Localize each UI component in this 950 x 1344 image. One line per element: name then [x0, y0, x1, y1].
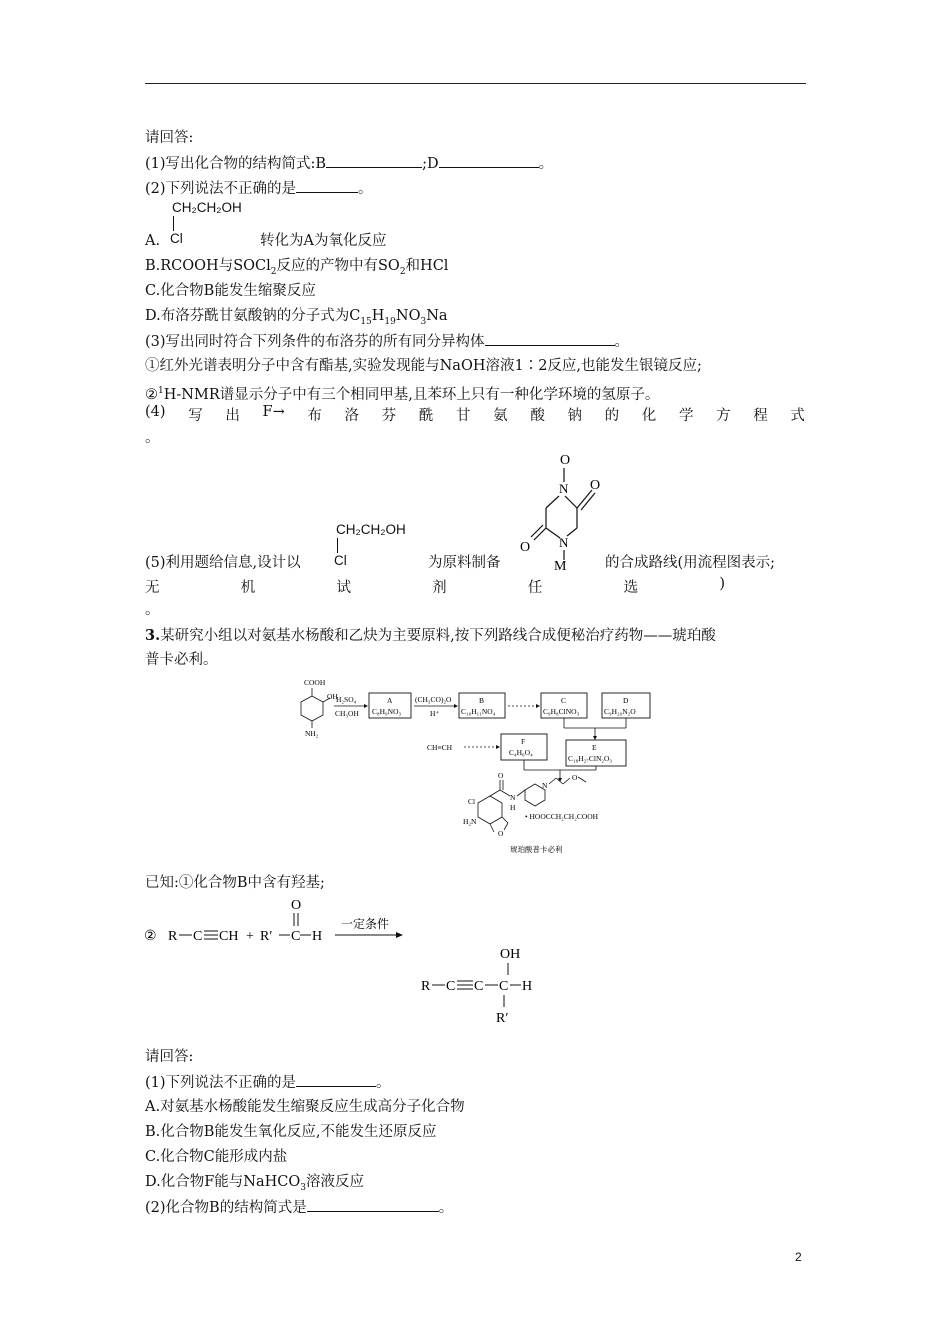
- box-c-label: C: [561, 696, 567, 705]
- start-oh: OH: [327, 692, 338, 701]
- box-d-formula: C₉H₂₀N₂O: [604, 707, 636, 716]
- option-d: D.布洛芬酰甘氨酸钠的分子式为$C_{15}H_{19}NO_3Na$: [145, 308, 448, 327]
- rxn-c1: C: [193, 929, 203, 944]
- box-e-formula: C₁₈H₂₇ClN₂O₃: [568, 754, 613, 763]
- product-name: 琥珀酸普卡必利: [510, 845, 563, 854]
- condition-1: ①红外光谱表明分子中含有酯基,实验发现能与NaOH溶液1∶2反应,也能发生银镜反应;: [145, 358, 702, 374]
- q3-line: (3)写出同时符合下列条件的布洛芬的所有同分异构体 。: [145, 331, 629, 352]
- q5-formula-cl: Cl: [334, 553, 347, 568]
- reagent-h2so4: H₂SO₄: [336, 695, 357, 704]
- s3-q2-line: (2)化合物B的结构简式是 。: [145, 1197, 453, 1218]
- ring-bottom-m: M: [554, 559, 567, 573]
- box-b-label: B: [479, 696, 485, 705]
- rxn-plus: +: [246, 929, 254, 944]
- product-ring-o: O: [498, 829, 504, 838]
- product-cl: Cl: [468, 797, 476, 806]
- rxn-ch: CH: [219, 929, 239, 944]
- piperidine-n: N: [542, 781, 548, 790]
- benzene-ring: [301, 696, 323, 721]
- answer-blank-s3q1[interactable]: [296, 1072, 376, 1087]
- q1-line: (1)写出化合物的结构简式:B ;D 。: [145, 153, 553, 174]
- s3-option-b: B.化合物B能发生氧化反应,不能发生还原反应: [145, 1124, 437, 1140]
- q5-formula-top: CH₂CH₂OH: [336, 522, 406, 537]
- ring-carbonyl-o2: O: [520, 540, 531, 555]
- product-carbonyl-o: O: [498, 771, 504, 780]
- top-rule: [145, 83, 806, 84]
- please-answer-2: 请回答:: [145, 1049, 194, 1065]
- answer-blank-b[interactable]: [326, 153, 422, 168]
- answer-blank-d[interactable]: [439, 153, 539, 168]
- known-reaction: [140, 893, 560, 1028]
- answer-blank-q3[interactable]: [485, 331, 615, 346]
- chain-o: O: [572, 773, 578, 782]
- box-c-formula: C₉H₈ClNO₃: [543, 707, 580, 716]
- box-b-formula: C₁₀H₁₁NO₄: [461, 707, 496, 716]
- s3-option-c: C.化合物C能形成内盐: [145, 1149, 288, 1165]
- s3-option-d: D.化合物F能与NaHCO$_3$溶液反应: [145, 1174, 364, 1193]
- q5-text-3: 的合成路线(用流程图表示;: [605, 555, 776, 571]
- page-number: 2: [795, 1250, 802, 1264]
- box-a-label: A: [387, 696, 393, 705]
- product-r: R: [421, 979, 431, 994]
- rxn-circle-2: ②: [144, 929, 157, 944]
- ring-n2: N: [559, 535, 569, 550]
- rxn-r: R: [168, 929, 178, 944]
- start-nh2: NH₂: [305, 729, 319, 738]
- synthesis-scheme: [290, 672, 670, 858]
- reagent-h-plus: H⁺: [430, 709, 440, 718]
- answer-blank-s3q2[interactable]: [307, 1197, 439, 1212]
- product-oh: OH: [500, 947, 521, 962]
- condition-2: ②$^1$H-NMR谱显示分子中有三个相同甲基,且苯环上只有一种化学环境的氢原子。: [145, 386, 660, 403]
- please-answer: 请回答:: [145, 130, 194, 146]
- product-amide-h: H: [510, 803, 516, 812]
- q4-line: (4) 写 出 F→ 布 洛 芬 酰 甘 氨 酸 钠 的 化 学 方 程 式: [145, 404, 805, 424]
- answer-blank-q2[interactable]: [296, 178, 358, 193]
- q5-bond-line: [337, 538, 338, 553]
- reagent-ch3oh: CH₃OH: [335, 709, 359, 718]
- box-f-formula: C₄H₆O₄: [509, 748, 533, 757]
- bond-line: [173, 216, 174, 231]
- q5-text-2: 为原料制备: [428, 555, 501, 571]
- q4-end: 。: [145, 430, 160, 446]
- chloroethanol-top: CH₂CH₂OH: [172, 200, 242, 215]
- product-r-prime: R′: [496, 1011, 509, 1026]
- known-1: 已知:①化合物B中含有羟基;: [145, 875, 325, 891]
- problem-3-intro-2: 普卡必利。: [145, 652, 218, 668]
- product-c1: C: [446, 979, 456, 994]
- rxn-h: H: [312, 929, 323, 944]
- box-d-label: D: [623, 696, 629, 705]
- problem-3-intro: 3.某研究小组以对氨基水杨酸和乙炔为主要原料,按下列路线合成便秘治疗药物——琥珀酸: [145, 627, 716, 644]
- product-h2n: H₂N: [463, 817, 477, 826]
- chloroethanol-cl: Cl: [170, 231, 183, 246]
- q2-line: (2)下列说法不正确的是 。: [145, 178, 373, 199]
- s3-q1-line: (1)下列说法不正确的是 。: [145, 1072, 391, 1093]
- option-a-text: 转化为A为氧化反应: [260, 233, 387, 249]
- option-b: B.RCOOH与SOCl$_2$反应的产物中有$SO_2$和HCl: [145, 258, 449, 277]
- start-cooh: COOH: [304, 678, 326, 687]
- product-c3: C: [499, 979, 509, 994]
- piperazinedione-structure: [510, 448, 610, 573]
- reagent-ac2o: (CH₃CO)₂O: [415, 695, 452, 704]
- rxn-condition: 一定条件: [341, 917, 390, 931]
- rxn-c-ald: C: [291, 929, 301, 944]
- box-a-formula: C₈H₉NO₃: [372, 707, 402, 716]
- product-benzene: [478, 796, 502, 824]
- ring-top-o: O: [560, 453, 571, 468]
- option-c: C.化合物B能发生缩聚反应: [145, 283, 316, 299]
- product-amide-n: N: [510, 793, 516, 802]
- ring-carbonyl-o1: O: [590, 478, 601, 493]
- rxn-r-prime: R′: [260, 929, 273, 944]
- rxn-o: O: [291, 898, 302, 913]
- q5-text-1: (5)利用题给信息,设计以: [145, 555, 301, 571]
- q5-line-2: 无 机 试 剂 任 选 ): [145, 576, 725, 596]
- acetylene: CH≡CH: [427, 743, 453, 752]
- box-e-label: E: [592, 743, 597, 752]
- q5-end: 。: [145, 602, 160, 618]
- option-a: A.: [145, 233, 161, 249]
- s3-option-a: A.对氨基水杨酸能发生缩聚反应生成高分子化合物: [145, 1099, 465, 1115]
- ring-n1: N: [559, 481, 569, 496]
- product-h: H: [522, 979, 533, 994]
- product-c2: C: [474, 979, 484, 994]
- box-f-label: F: [521, 737, 526, 746]
- succinic-acid: • HOOCCH₂CH₂COOH: [525, 812, 599, 821]
